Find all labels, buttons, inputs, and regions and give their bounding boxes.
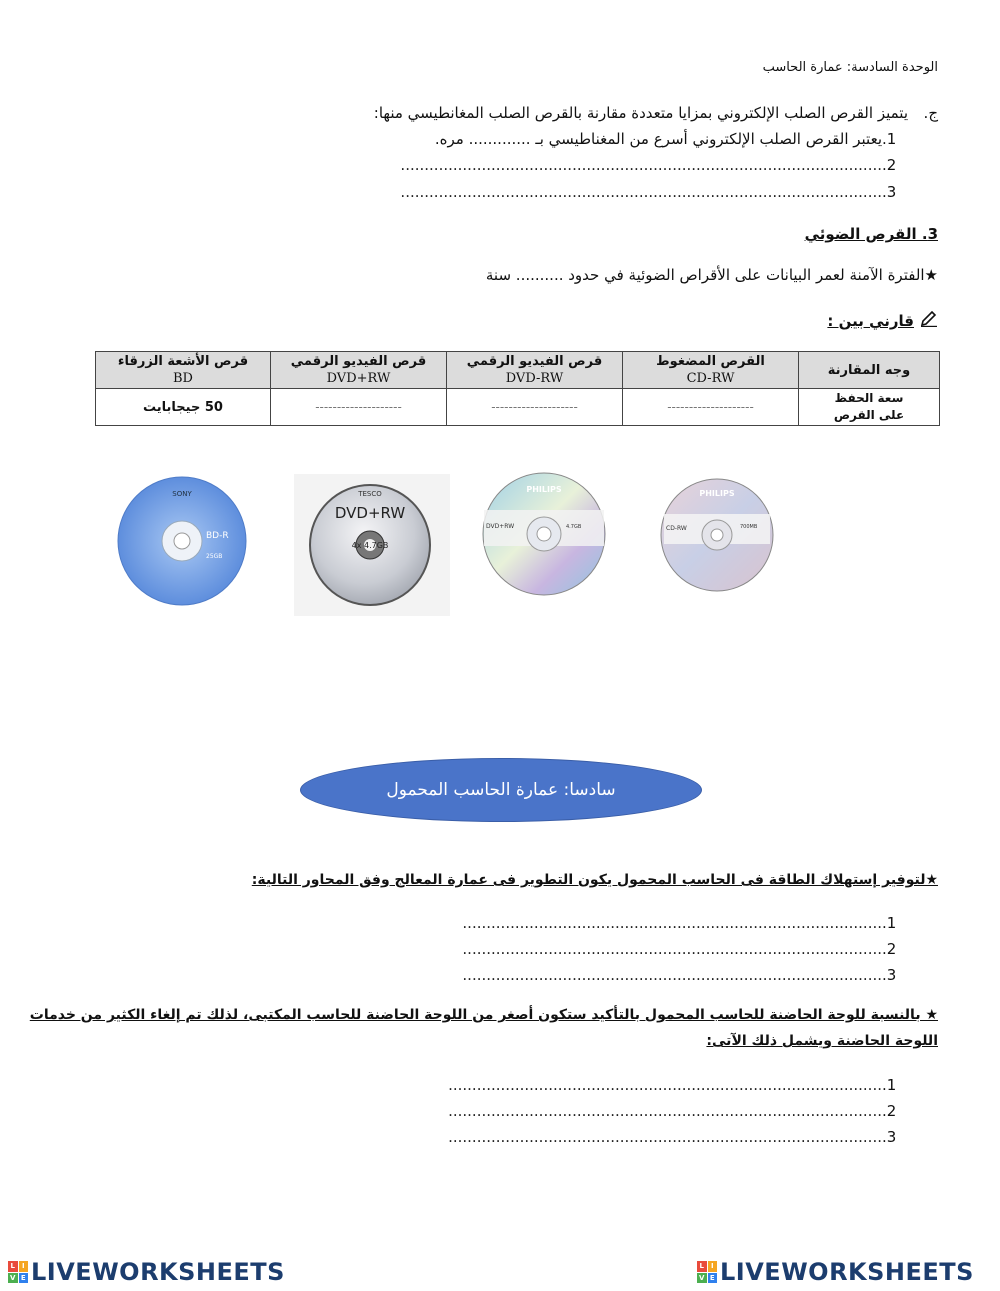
logo-badge-icon: L I V E bbox=[697, 1261, 717, 1283]
col-bd-ar: قرص الأشعة الزرقاء bbox=[117, 354, 249, 369]
logo-badge-icon: L I V E bbox=[8, 1261, 28, 1283]
motherboard-heading-1: ★ بالنسبة للوحة الحاضنة للحاسب المحمول بالتأكيد ستكون أصغر من اللوحة الحاضنة للحاسب المكتبى، لذلك تم إلغاء الكثير من خدمات bbox=[29, 1007, 938, 1023]
capacity-label bbox=[799, 389, 940, 426]
optical-lifetime[interactable]: ★الفترة الآمنة لعمر البيانات على الأقراص الضوئية في حدود .......... سنة bbox=[485, 266, 938, 284]
disc-philips-dvd-brand: PHILIPS bbox=[526, 485, 562, 494]
table-header-row bbox=[96, 352, 940, 389]
col-cd-rw bbox=[623, 352, 799, 389]
disc-philips-cd-brand: PHILIPS bbox=[699, 489, 735, 498]
disc-bd-brand: SONY bbox=[172, 490, 192, 498]
power-item-3 bbox=[462, 966, 910, 984]
cell-bd: 50 جيجابايت bbox=[96, 389, 271, 426]
ssd-item-1 bbox=[435, 130, 910, 148]
liveworksheets-logo-left bbox=[8, 1258, 285, 1286]
power-item-2-num: 2. bbox=[882, 940, 897, 958]
motherboard-heading-2: اللوحة الحاضنة ويشمل ذلك الآتى: bbox=[706, 1033, 938, 1049]
power-item-1-num: 1. bbox=[882, 914, 897, 932]
ssd-intro-text: يتميز القرص الصلب الإلكتروني بمزايا متعددة مقارنة بالقرص الصلب المغانطيسي منها: bbox=[373, 104, 908, 122]
col-dvd-plus-rw-ar: قرص الفيديو الرقمي bbox=[290, 354, 427, 369]
ssd-item-1-num: 1. bbox=[882, 130, 897, 148]
compare-title-text: قارني بين : bbox=[827, 312, 914, 330]
power-item-3-blank[interactable]: ........................................................................................ bbox=[462, 966, 882, 984]
disc-image-dvd-plus-rw-philips bbox=[480, 470, 608, 598]
disc-philips-cd-label: CD-RW bbox=[666, 525, 687, 532]
disc-tesco-brand: TESCO bbox=[358, 490, 382, 498]
motherboard-item-2-num: 2. bbox=[882, 1102, 897, 1120]
section6-title bbox=[300, 758, 702, 822]
compare-title bbox=[827, 311, 938, 331]
optical-heading: 3. القرص الضوئي bbox=[804, 225, 938, 243]
power-item-1 bbox=[462, 914, 910, 932]
ssd-intro bbox=[374, 104, 938, 122]
disc-philips-dvd-label: DVD+RW bbox=[486, 523, 515, 530]
motherboard-item-1 bbox=[448, 1076, 910, 1094]
motherboard-item-1-num: 1. bbox=[882, 1076, 897, 1094]
table-row bbox=[96, 389, 940, 426]
ssd-item-3-blank[interactable]: ..................................................................................................... bbox=[400, 183, 882, 201]
logo-left-text: LIVEWORKSHEETS bbox=[31, 1258, 285, 1286]
col-dvd-plus-rw bbox=[271, 352, 447, 389]
col-dvd-minus-rw-en: DVD-RW bbox=[505, 371, 564, 386]
comparison-table bbox=[95, 351, 940, 426]
disc-tesco-extra: 4x 4.7GB bbox=[351, 541, 389, 550]
aspect-header: وجه المقارنة bbox=[799, 352, 940, 389]
disc-philips-dvd-extra: 4.7GB bbox=[566, 524, 582, 530]
capacity-label-2: على القرص bbox=[833, 408, 905, 422]
col-dvd-plus-rw-en: DVD+RW bbox=[326, 371, 391, 386]
capacity-label-1: سعة الحفظ bbox=[834, 391, 904, 405]
power-item-3-num: 3. bbox=[882, 966, 897, 984]
motherboard-item-2 bbox=[448, 1102, 910, 1120]
ssd-item-3 bbox=[400, 183, 910, 201]
disc-image-cd-rw-philips bbox=[658, 476, 776, 594]
ssd-item-2 bbox=[400, 156, 910, 174]
col-cd-rw-ar: القرص المضغوط bbox=[656, 354, 765, 369]
col-bd bbox=[96, 352, 271, 389]
col-dvd-minus-rw bbox=[447, 352, 623, 389]
disc-image-dvd-plus-rw-tesco bbox=[294, 474, 450, 616]
col-bd-en: BD bbox=[173, 371, 193, 386]
col-dvd-minus-rw-ar: قرص الفيديو الرقمي bbox=[466, 354, 603, 369]
pencil-icon bbox=[920, 311, 938, 331]
motherboard-item-3 bbox=[448, 1128, 910, 1146]
liveworksheets-logo-right bbox=[697, 1258, 974, 1286]
cell-cd-rw[interactable]: -------------------- bbox=[623, 389, 799, 426]
power-item-2 bbox=[462, 940, 910, 958]
power-heading: ★لتوفير إستهلاك الطاقة فى الحاسب المحمول يكون التطوير فى عمارة المعالج وفق المحاور التالية: bbox=[251, 872, 938, 888]
cell-dvd-minus-rw[interactable]: -------------------- bbox=[447, 389, 623, 426]
motherboard-item-2-blank[interactable]: ........................................................................................... bbox=[448, 1102, 882, 1120]
ssd-item-1-text[interactable]: يعتبر القرص الصلب الإلكتروني أسرع من المغناطيسي بـ ............. مره. bbox=[434, 130, 882, 148]
motherboard-item-1-blank[interactable]: ........................................................................................... bbox=[448, 1076, 882, 1094]
ssd-intro-label: ج. bbox=[923, 104, 938, 122]
disc-bd-label: BD-R bbox=[206, 531, 229, 541]
unit-header: الوحدة السادسة: عمارة الحاسب bbox=[762, 60, 938, 75]
motherboard-item-3-blank[interactable]: ........................................................................................... bbox=[448, 1128, 882, 1146]
cell-dvd-plus-rw[interactable]: -------------------- bbox=[271, 389, 447, 426]
ssd-item-2-num: 2. bbox=[882, 156, 897, 174]
section6-title-text: سادسا: عمارة الحاسب المحمول bbox=[386, 780, 616, 800]
disc-tesco-label: DVD+RW bbox=[334, 504, 406, 522]
disc-philips-cd-extra: 700MB bbox=[740, 524, 758, 530]
disc-bd-extra: 25GB bbox=[206, 553, 223, 560]
power-item-1-blank[interactable]: ........................................................................................ bbox=[462, 914, 882, 932]
ssd-item-3-num: 3. bbox=[882, 183, 897, 201]
col-cd-rw-en: CD-RW bbox=[686, 371, 735, 386]
power-item-2-blank[interactable]: ........................................................................................ bbox=[462, 940, 882, 958]
disc-image-bd bbox=[112, 474, 252, 608]
motherboard-item-3-num: 3. bbox=[882, 1128, 897, 1146]
logo-right-text: LIVEWORKSHEETS bbox=[720, 1258, 974, 1286]
ssd-item-2-blank[interactable]: ..................................................................................................... bbox=[400, 156, 882, 174]
